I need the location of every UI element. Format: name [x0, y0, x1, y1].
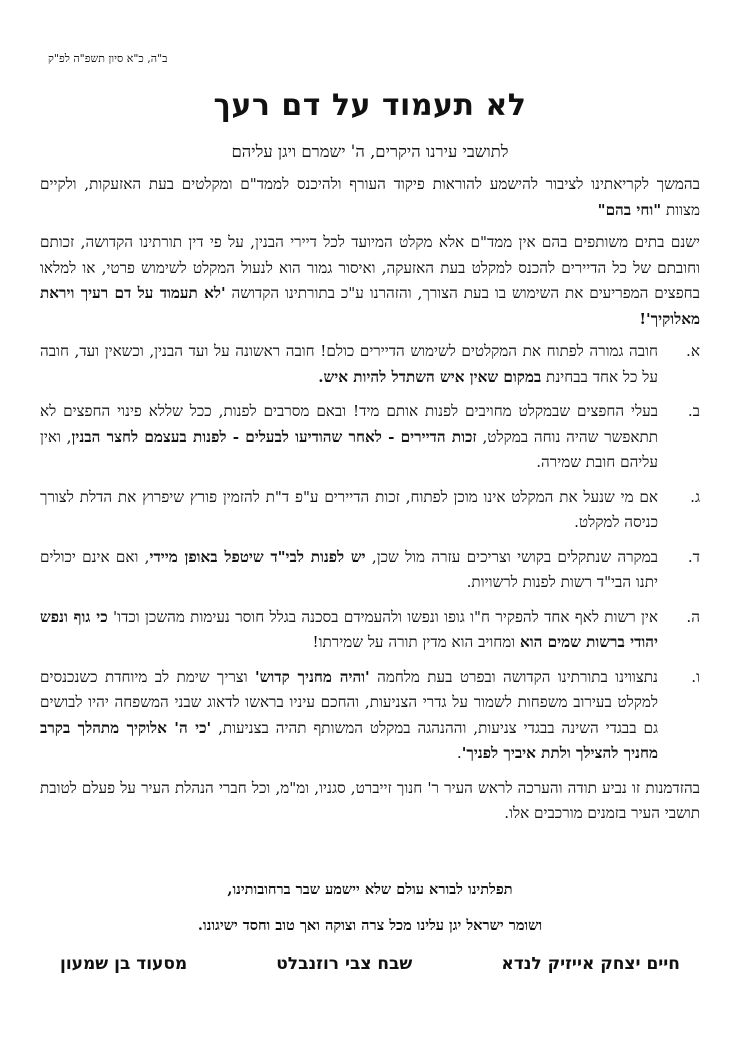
item-text: אם מי שנעל את המקלט אינו מוכן לפתוח, זכות הדיירים ע"פ ד"ת להזמין פורץ שיפרוץ את הדלת לצורך כניסה למקלט.: [40, 487, 658, 531]
intro-bold: "וחי בהם": [597, 200, 662, 219]
item-end: , ואין עליהם חובת שמירה.: [40, 427, 658, 471]
page-title: לא תעמוד על דם רעך: [213, 88, 527, 123]
shelter-text: ישנם בתים משותפים בהם אין ממד"ם אלא מקלט המיועד לכל דיירי הבנין, על פי דין תורתינו הקדושה, זכותם וחובתם של כל הדיירים להכנס למקלט בעת האזעקה, ואיסור גמור הוא לנעול המקלט לשימוש פרטי, או למלאו בחפצים המפריעים את השימוש בו בעת הצורך, והזהרנו ע"כ בתורתינו הקדושה: [40, 233, 700, 302]
list-marker: ה.: [686, 607, 700, 626]
item-bold: זכות הדיירים - לאחר שהודיעו לבעלים - לפנות בעצמם לחצר הבנין: [71, 427, 477, 446]
list-item-text: [40, 665, 658, 767]
item-text: חובה גמורה לפתוח את המקלטים לשימוש הדיירים כולם! חובה ראשונה על ועד הבנין, וכשאין ועד, חובה על כל אחד בבחינת: [40, 342, 658, 386]
list-marker: ב.: [687, 402, 700, 420]
list-marker: א.: [686, 342, 700, 360]
item-bold: כי גוף ונפש יהודי ברשות שמים הוא: [40, 607, 658, 651]
date-line: ב"ה, כ"א סיון תשפ"ה לפ"ק: [48, 52, 168, 65]
list-item: [40, 665, 700, 767]
item-text: נתצווינו בתורתינו הקדושה ובפרט בעת מלחמה: [369, 667, 658, 686]
list-marker: ג.: [690, 487, 700, 506]
list-marker: ד.: [687, 547, 700, 566]
closing-line-2: ושומר ישראל יגן עלינו מכל צרה וצוקה ואך טוב וחסד ישיגונו.: [197, 917, 543, 934]
thanks-paragraph: בהזדמנות זו נביע תודה והערכה לראש העיר ר' חנוך זייברט, סגניו, ומ"מ, וכל חברי הנהלת העיר על פעלם לטובת תושבי העיר בזמנים מורכבים אלו.: [40, 778, 700, 822]
item-end: , ואם אינם יכולים יתנו הבי"ד רשות לפנות לרשויות.: [40, 547, 658, 591]
closing-blessing: [0, 872, 740, 944]
shelter-end: !: [639, 309, 647, 328]
intro-text: בהמשך לקריאתינו לציבור להישמע להוראות פיקוד העורף ולהיכנס לממד"ם ומקלטים בעת האזעקות, ולקיים מצוות: [40, 175, 700, 219]
shelter-bold: 'לא תעמוד על דם רעיך ויראת מאלוקיך': [40, 284, 700, 328]
list-item-text: [40, 339, 658, 390]
item-bold-2: 'כי ה' אלוקיך מתהלך בקרב מחניך להצילך ולתת איביך לפניך': [40, 718, 658, 762]
item-text: במקרה שנתקלים בקושי וצריכים עזרה מול שכן,: [365, 547, 659, 566]
list-item: [40, 485, 700, 536]
item-bold: יש לפנות לבי"ד שיטפל באופן מיידי: [149, 547, 366, 566]
item-text: אין רשות לאף אחד להפקיר ח"ו גופו ונפשו ולהעמידם בסכנה בגלל חוסר נעימות מהשכן וכדו': [107, 607, 658, 626]
item-bold: 'והיה מחניך קדוש': [254, 667, 370, 686]
signature-2: שבח צבי רוזנבלט: [276, 954, 413, 974]
list-item: [40, 605, 700, 656]
intro-paragraph: [40, 172, 700, 223]
rules-list: [40, 339, 700, 767]
item-end: ומחויב הוא מדין תורה על שמירתו!: [312, 633, 520, 651]
list-item: [40, 399, 700, 476]
signature-3: מסעוד בן שמעון: [60, 954, 188, 974]
list-item: [40, 339, 700, 390]
item-end: וצריך שימת לב מיוחדת כשנכנסים למקלט בעירוב משפחות לשמור על גדרי הצניעות, והחכם עיניו בראשו לדאוג שבני המשפחה יהיו לבושים גם בבגדי השינה בבגדי צניעות, וההנהגה במקלט המשותף תהיה בצניעות,: [40, 667, 658, 737]
item-text: בעלי החפצים שבמקלט מחויבים לפנות אותם מיד! ובאם מסרבים לפנות, ככל שללא פינוי החפצים לא תתאפשר שהיה נוחה במקלט,: [40, 402, 659, 446]
list-item-text: [40, 485, 658, 536]
list-item: [40, 545, 700, 596]
shelter-paragraph: [40, 230, 700, 332]
list-item-text: [40, 399, 658, 476]
subtitle: לתושבי עירנו היקרים, ה' ישמרם ויגן עליהם: [231, 142, 509, 161]
list-item-text: [40, 545, 658, 596]
item-bold: במקום שאין איש השתדל להיות איש.: [318, 367, 542, 386]
signatures: [60, 954, 680, 974]
item-end-2: .: [456, 744, 462, 762]
signature-1: חיים יצחק אייזיק לנדא: [501, 954, 680, 974]
list-item-text: [40, 605, 658, 656]
document-body: [40, 172, 700, 834]
closing-line-1: תפלתינו לבורא עולם שלא יישמע שבר ברחובותינו,: [227, 881, 513, 898]
list-marker: ו.: [691, 667, 700, 686]
